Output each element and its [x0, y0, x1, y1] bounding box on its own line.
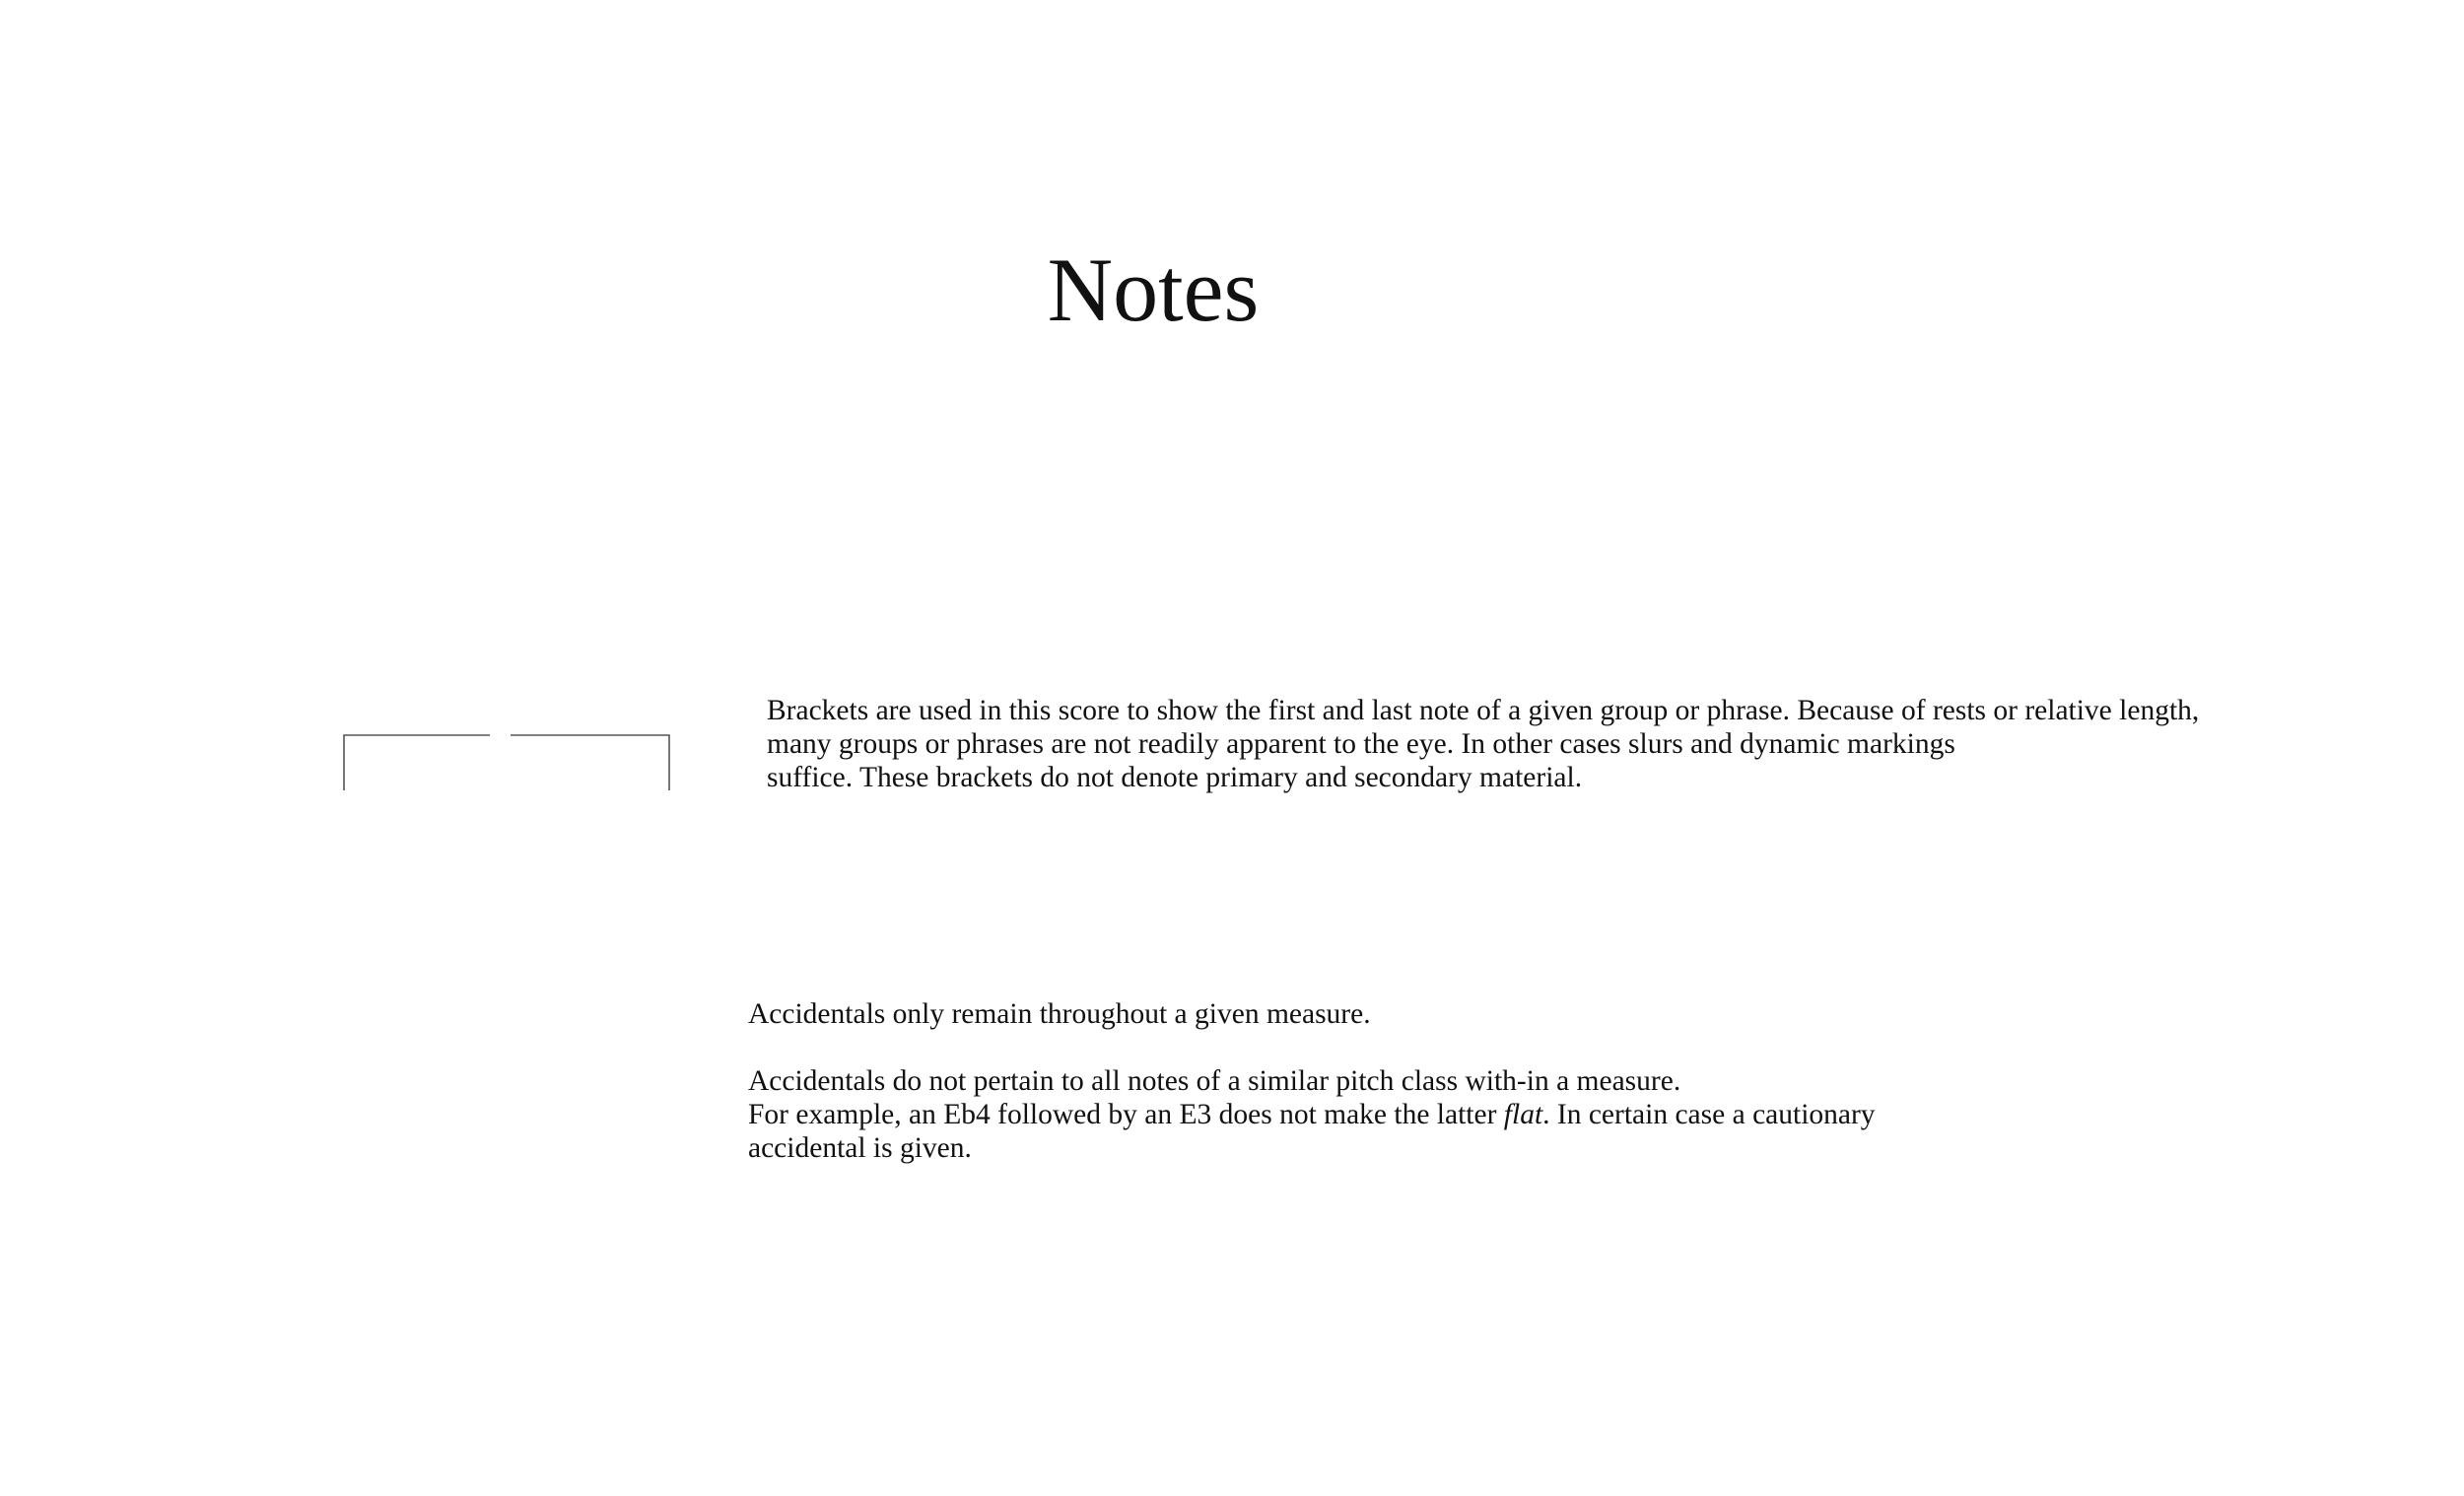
bracket-example-figure — [343, 733, 670, 792]
brackets-explanation-line: many groups or phrases are not readily apparent to the eye. In other cases slurs and dynamic markings — [767, 728, 1955, 760]
bracket-left — [344, 735, 490, 790]
bracket-right — [511, 735, 669, 790]
accidentals-example-text: For example, an Eb4 followed by an E3 does not make the latter — [748, 1099, 1504, 1130]
bracket-diagram — [343, 733, 670, 792]
accidentals-cautionary-line: accidental is given. — [748, 1132, 972, 1164]
accidentals-measure-line: Accidentals only remain throughout a given measure. — [748, 998, 1371, 1030]
accidentals-pitch-class-line: Accidentals do not pertain to all notes of a similar pitch class with-in a measure. — [748, 1065, 1681, 1097]
accidentals-example-line — [748, 1098, 1876, 1131]
accidentals-example-text-end: . In certain case a cautionary — [1542, 1099, 1876, 1130]
page-title: Notes — [1047, 239, 1260, 340]
brackets-explanation — [767, 694, 2199, 794]
italic-flat-term: flat — [1503, 1099, 1543, 1130]
brackets-explanation-line: suffice. These brackets do not denote primary and secondary material. — [767, 762, 1583, 793]
brackets-explanation-line: Brackets are used in this score to show the first and last note of a given group or phrase. Because of rests or relative length, — [767, 695, 2200, 726]
accidentals-pitch-class-note — [748, 1064, 1876, 1165]
accidentals-measure-note — [748, 997, 1371, 1031]
